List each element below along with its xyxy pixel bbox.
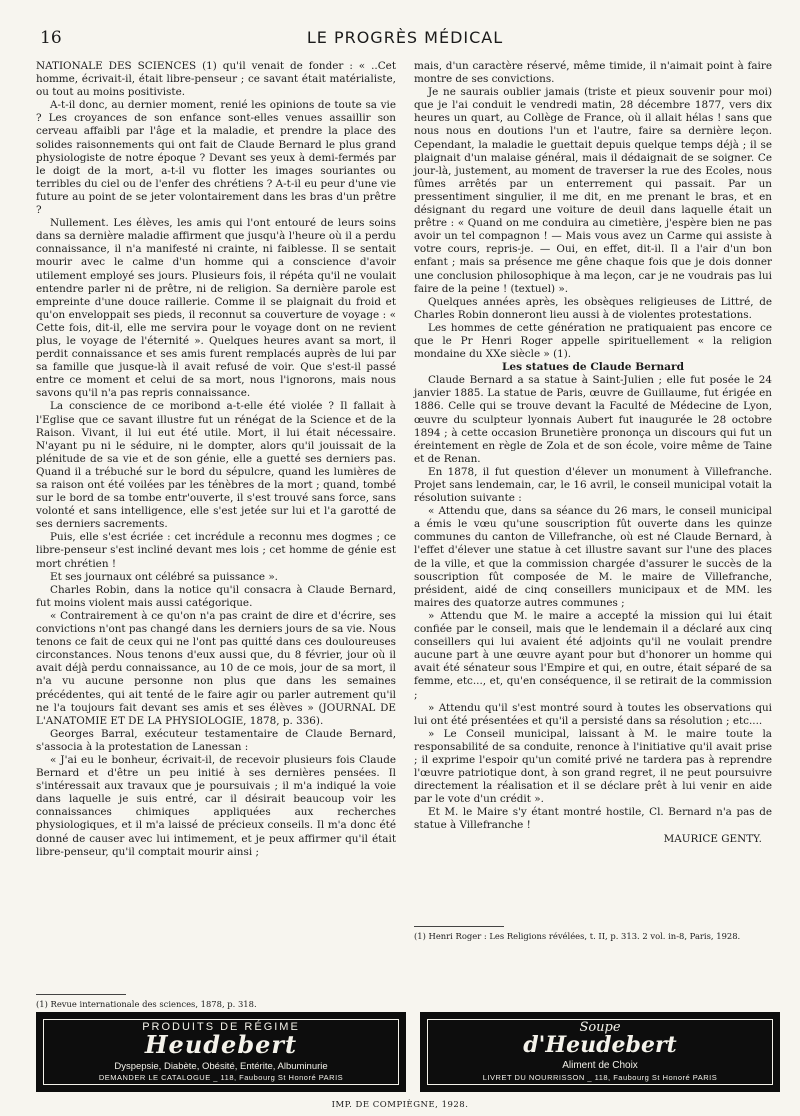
footnote-rule xyxy=(414,926,504,927)
ad-brand: Heudebert xyxy=(144,1030,298,1059)
footnote-text: (1) Revue internationale des sciences, 1878, p. 318. xyxy=(36,999,257,1009)
paragraph: « Attendu que, dans sa séance du 26 mars, le conseil municipal a émis le vœu qu'une souscription fût ouverte dans les quinze communes du canton de Villefranche, où est né Claude Bernard, à l'effet d'élever une statue à cet illustre savant sur l'une des places de la ville, et que la commission chargée d'assurer le succès de la souscription fût composée de M. le maire de Villefranche, président, aidé de cinq conseillers municipaux et de MM. les maires des quatorze autres communes ; xyxy=(414,505,772,609)
paragraph: Et M. le Maire s'y étant montré hostile, Cl. Bernard n'a pas de statue à Villefranche ! xyxy=(414,806,772,832)
paragraph: A-t-il donc, au dernier moment, renié les opinions de toute sa vie ? Les croyances de son enfance sont-elles venues assaillir son cerveau affaibli par l'âge et la maladie, et prendre la place des solides raisonnements qui ont fait de Claude Bernard le plus grand physiologiste de notre époque ? Devant ses yeux à demi-fermés par le doigt de la mort, a-t-il vu flotter les images souriantes ou terribles du ciel ou de l'enfer des chrétiens ? A-t-il eu peur d'une vie future au point de se jeter volontairement dans les bras d'un prêtre ? xyxy=(36,99,396,217)
page-header xyxy=(40,28,770,50)
paragraph: » Attendu qu'il s'est montré sourd à toutes les observations qui lui ont été présentées et qu'il a persisté dans sa résolution ; etc.... xyxy=(414,701,772,727)
footnote-rule xyxy=(36,994,126,995)
ad-headline: PRODUITS DE RÉGIME xyxy=(142,1021,300,1033)
paragraph: Claude Bernard a sa statue à Saint-Julien ; elle fut posée le 24 janvier 1885. La statue de Paris, œuvre de Guillaume, fut érigée en 1886. Celle qui se trouve devant la Faculté de Médecine de Lyon, œuvre du sculpteur lyonnais Aubert fut inaugurée le 28 octobre 1894 ; à cette occasion Brunetière prononça un discours qui fut un éreintement en règle de Zola et de son école, voire même de Taine et de Renan. xyxy=(414,374,772,465)
paragraph: » Attendu que M. le maire a accepté la mission qui lui était confiée par le conseil, mais que le lendemain il a déclaré aux cinq conseillers qui lui avaient été adjoints qu'il ne voulait prendre aucune part à une œuvre ayant pour but d'honorer un homme qui avait été sénateur sous l'Empire et qui, en outre, était séparé de sa femme, etc..., et, qu'en conséquence, il se retirait de la commission ; xyxy=(414,609,772,701)
paragraph: Nullement. Les élèves, les amis qui l'ont entouré de leurs soins dans sa dernière maladie affirment que jusqu'à l'heure où il a perdu connaissance, il n'a manifesté ni crainte, ni faiblesse. Il se sentait mourir avec le calme d'un homme qui a conscience d'avoir utilement employé ses jours. Plusieurs fois, il répéta qu'il ne voulait entendre parler ni de prêtre, ni de religion. Sa dernière parole est empreinte d'une douce raillerie. Comme il se plaignait du froid et qu'on enveloppait ses pieds, il reconnut sa couverture de voyage : « Cette fois, dit-il, elle me servira pour le voyage dont on ne revient plus, le voyage de l'éternité ». Quelques heures avant sa mort, il perdit connaissance et ses amis furent remplacés auprès de lui par sa famille que jusque-là il avait refusé de voir. Que s'est-il passé entre ce moment et celui de sa mort, nous l'ignorons, mais nous savons qu'il n'a pas repris connaissance. xyxy=(36,217,396,400)
paragraph: » Le Conseil municipal, laissant à M. le maire toute la responsabilité de sa conduite, renonce à l'initiative qu'il avait prise ; il exprime l'espoir qu'un comité privé ne tardera pas à reprendre l'œuvre patriotique dont, à son grand regret, il ne peut poursuivre directement la réalisation et il se déclare prêt à lui venir en aide par le vote d'un crédit ». xyxy=(414,727,772,806)
imprint: IMP. DE COMPIÈGNE, 1928. xyxy=(331,1100,469,1110)
paragraph: En 1878, il fut question d'élever un monument à Villefranche. Projet sans lendemain, car, le 16 avril, le conseil municipal votait la résolution suivante : xyxy=(414,465,772,505)
page-number: 16 xyxy=(40,28,62,48)
advertisement-left xyxy=(36,1012,406,1092)
journal-title: LE PROGRÈS MÉDICAL xyxy=(306,28,504,47)
paragraph: mais, d'un caractère réservé, même timide, il n'aimait point à faire montre de ses convictions. xyxy=(414,60,772,86)
footnote-text: (1) Henri Roger : Les Religions révélées, t. II, p. 313. 2 vol. in-8, Paris, 1928. xyxy=(414,931,741,941)
paragraph: « J'ai eu le bonheur, écrivait-il, de recevoir plusieurs fois Claude Bernard et d'être un peu initié à ses dernières pensées. Il s'intéressait aux travaux que je poursuivais ; il m'a indiqué la voie dans laquelle je suis entré, car il désirait beaucoup voir les connaissances chimiques appliquées aux recherches physiologiques, et il m'a laissé de précieux conseils. Il m'a donc été donné de causer avec lui intimement, et je peux affirmer qu'il était libre-penseur, qu'il comptait mourir ainsi ; xyxy=(36,753,396,858)
ad-script-title: Soupe xyxy=(579,1020,621,1035)
ad-address: DEMANDER LE CATALOGUE _ 118, Faubourg St Honoré PARIS xyxy=(98,1073,344,1082)
paragraph: Charles Robin, dans la notice qu'il consacra à Claude Bernard, fut moins violent mais aussi catégorique. xyxy=(36,583,396,609)
paragraph: « Contrairement à ce qu'on n'a pas craint de dire et d'écrire, ses convictions n'ont pas changé dans les derniers jours de sa vie. Nous tenons ce fait de ceux qui ne l'ont pas quitté dans ces douloureuses circonstances. Nous tenons d'eux aussi que, du 8 février, jour où il avait déjà perdu connaissance, au 10 de ce mois, jour de sa mort, il n'a vu aucune personne non plus que dans les semaines précédentes, qui ait tenté de le faire agir ou parler autrement qu'il ne l'a toujours fait devant ses amis et ses élèves » (JOURNAL DE L'ANATOMIE ET DE LA PHYSIOLOGIE, 1878, p. 336). xyxy=(36,609,396,727)
ad-tagline: Aliment de Choix xyxy=(562,1060,638,1071)
ad-tagline: Dyspepsie, Diabète, Obésité, Entérite, Albuminurie xyxy=(114,1061,328,1072)
right-column-intro xyxy=(414,60,772,361)
signature: MAURICE GENTY. xyxy=(663,832,762,845)
paragraph: NATIONALE DES SCIENCES (1) qu'il venait de fonder : « ..Cet homme, écrivait-il, était libre-penseur ; ce savant était matérialiste, ou tout au moins positiviste. xyxy=(36,60,396,99)
paragraph: Quelques années après, les obsèques religieuses de Littré, de Charles Robin donneront lieu aussi à de violentes protestations. xyxy=(414,295,772,321)
paragraph: Puis, elle s'est écriée : cet incrédule a reconnu mes dogmes ; ce libre-penseur s'est incliné devant mes lois ; cet homme de génie est mort chrétien ! xyxy=(36,531,396,570)
ad-border xyxy=(43,1019,399,1085)
paragraph: Et ses journaux ont célébré sa puissance ». xyxy=(50,570,278,583)
footnote-left xyxy=(36,994,396,1010)
paragraph: Les hommes de cette génération ne pratiquaient pas encore ce que le Pr Henri Roger appelle spirituellement « la religion mondaine du XXe siècle » (1). xyxy=(414,321,772,361)
right-column xyxy=(414,60,772,846)
footnote-right xyxy=(414,926,772,942)
paragraph: Je ne saurais oublier jamais (triste et pieux souvenir pour moi) que je l'ai conduit le vendredi matin, 28 décembre 1877, vers dix heures un quart, au Collège de France, où il allait hélas ! sans que nous nous en doutions l'un et l'autre, faire sa dernière leçon. Cependant, la maladie le guettait depuis quelque temps déjà ; il se plaignait d'un malaise général, mais il dédaignait de se soigner. Ce jour-là, justement, au moment de traverser la rue des Ecoles, nous fûmes arrêtés par un enterrement qui passait. Par un pressentiment singulier, il me dit, en me prenant le bras, et en désignant du regard une voiture de deuil dans laquelle était un prêtre : « Quand on me conduira au cimetière, j'espère bien ne pas avoir un tel compagnon ! — Mais vous avez un Carme qui assiste à votre cours, repris-je. — Oui, en effet, dit-il. Il a l'air d'un bon enfant ; mais sa présence me gêne chaque fois que je dois donner une conclusion philosophique à ma leçon, car je ne voudrais pas lui faire de la peine ! (textuel) ». xyxy=(414,86,772,295)
ad-address: LIVRET DU NOURRISSON _ 118, Faubourg St Honoré PARIS xyxy=(482,1073,718,1082)
paragraph: Georges Barral, exécuteur testamentaire de Claude Bernard, s'associa à la protestation de Lanessan : xyxy=(36,727,396,753)
section-heading: Les statues de Claude Bernard xyxy=(501,361,685,374)
ad-border xyxy=(427,1019,773,1085)
ad-brand: d'Heudebert xyxy=(523,1032,677,1058)
paragraph: La conscience de ce moribond a-t-elle été violée ? Il fallait à l'Eglise que ce savant illustre fut un rénégat de la Science et de la Raison. Vivant, il lui eut été utile. Mort, il lui était nécessaire. N'ayant pu ni le séduire, ni le dompter, alors qu'il jouissait de la plénitude de sa vie et de son génie, elle a guetté ses derniers pas. Quand il a trébuché sur le bord du sépulcre, quand les lumières de sa raison ont été voilées par les ténèbres de la mort ; quand, tombé sur le bord de sa tombe entr'ouverte, il s'est trouvé sans force, sans volonté et sans intelligence, elle s'est jetée sur lui et l'a garotté de ses derniers sacrements. xyxy=(36,400,396,531)
advertisement-right xyxy=(420,1012,780,1092)
right-column-body xyxy=(414,374,772,832)
left-column xyxy=(36,60,396,859)
